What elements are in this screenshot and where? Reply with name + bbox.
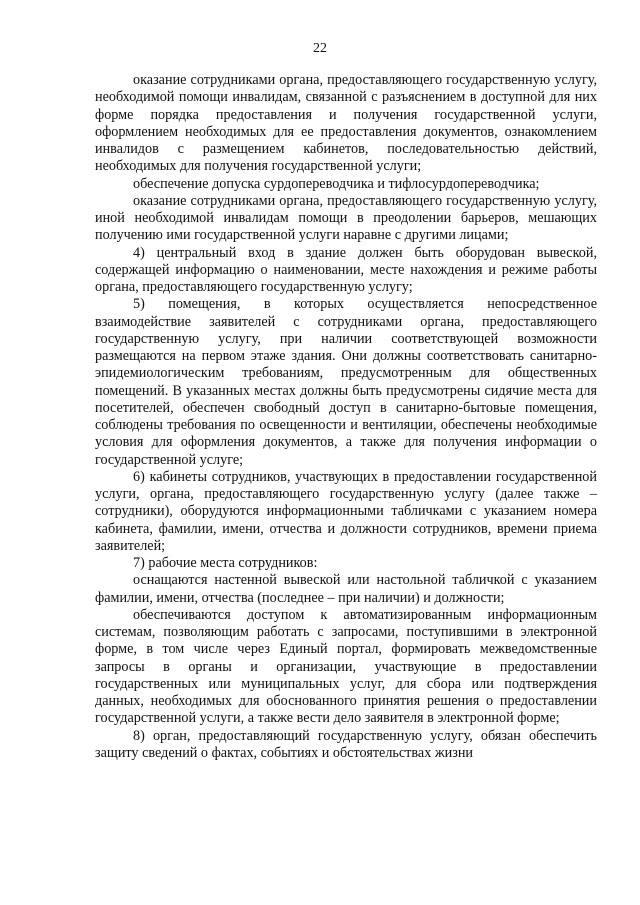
paragraph-nameplates: оснащаются настенной вывеской или настольной табличкой с указанием фамилии, имени, отчества (последнее – при наличии) и должности; (95, 572, 597, 606)
paragraph-assistance-explanation: оказание сотрудниками органа, предоставляющего государственную услугу, необходимой помощи инвалидам, связанной с разъяснением в доступной для них форме порядка предоставления и получения государственной услуги, оформлением необходимых для ее предоставления документов, ознакомлением инвалидов с размещением кабинетов, последовательностью действий, необходимых для получения государственной услуги; (95, 72, 597, 175)
paragraph-item-8-data-protection: 8) орган, предоставляющий государственную услугу, обязан обеспечить защиту сведений о фактах, событиях и обстоятельствах жизни (95, 727, 597, 761)
page-number: 22 (313, 41, 327, 56)
paragraph-barrier-assistance: оказание сотрудниками органа, предоставляющего государственную услугу, иной необходимой инвалидам помощи в преодолении барьеров, мешающих получению ими государственной услуги наравне с другими лицами; (95, 192, 597, 244)
paragraph-item-7-workplaces: 7) рабочие места сотрудников: (133, 555, 318, 571)
paragraph-item-5-premises: 5) помещения, в которых осуществляется непосредственное взаимодействие заявителей с сотрудниками органа, предоставляющего государственную услугу, при наличии соответствующей возможности размещаются на первом этаже здания. Они должны соответствовать санитарно-эпидемиологическим требованиям, предусмотренным для общественных помещений. В указанных местах должны быть предусмотрены сидячие места для посетителей, обеспечен свободный доступ в санитарно-бытовые помещения, соблюдены требования по освещенности и вентиляции, обеспечены необходимые условия для оформления документов, а также для получения информации о государственной услуге; (95, 296, 597, 468)
paragraph-sign-language-interpreter: обеспечение допуска сурдопереводчика и тифлосурдопереводчика; (133, 175, 540, 192)
paragraph-item-6-offices: 6) кабинеты сотрудников, участвующих в предоставлении государственной услуги, органа, предоставляющего государственную услугу (далее также – сотрудники), оборудуются информационными табличками с указанием номера кабинета, фамилии, имени, отчества и должности сотрудников, времени приема заявителей; (95, 468, 597, 554)
paragraph-item-4-entrance: 4) центральный вход в здание должен быть оборудован вывеской, содержащей информацию о наименовании, месте нахождения и режиме работы органа, предоставляющего государственную услугу; (95, 244, 597, 295)
paragraph-information-systems: обеспечиваются доступом к автоматизированным информационным системам, позволяющим работать с запросами, поступившими в электронной форме, в том числе через Единый портал, формировать межведомственные запросы в органы и организации, участвующие в предоставлении государственных или муниципальных услуг, для сбора или подтверждения данных, необходимых для обоснованного принятия решения о предоставлении государственной услуги, а также вести дело заявителя в электронной форме; (95, 606, 597, 727)
document-body (95, 72, 597, 762)
